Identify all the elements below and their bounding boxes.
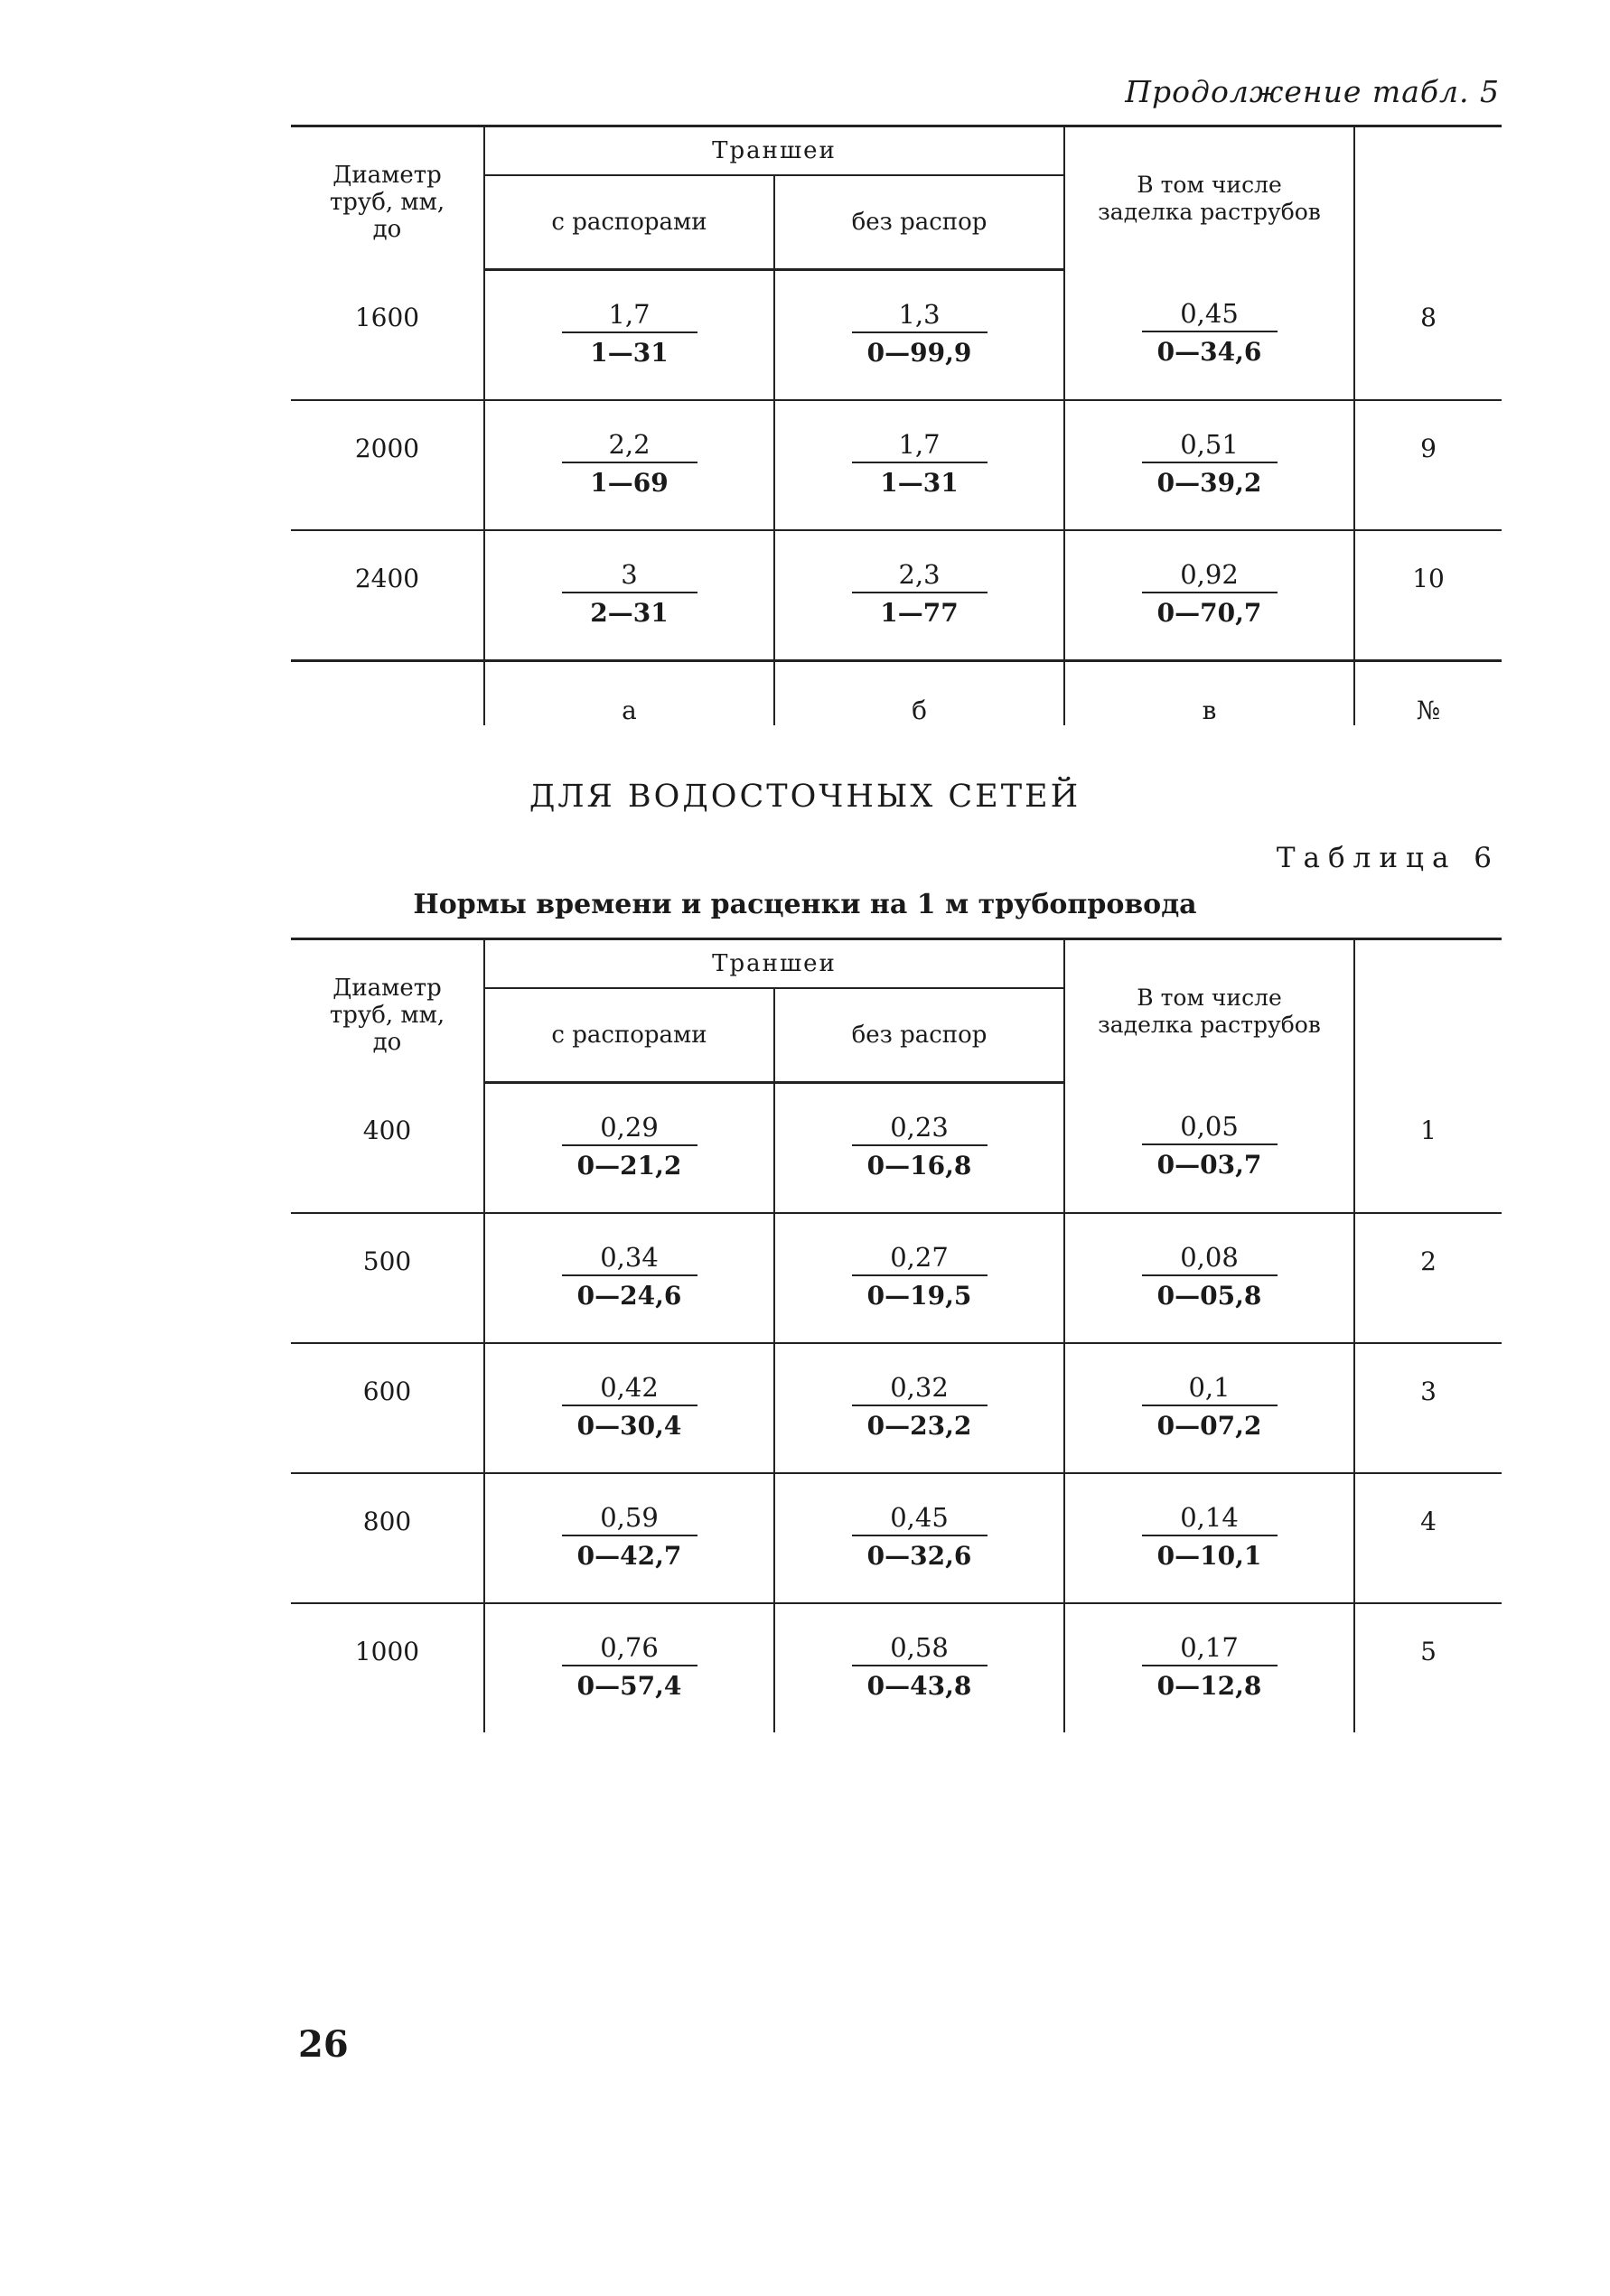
fraction — [1142, 297, 1278, 370]
price-rate: 0—70,7 — [1156, 598, 1262, 628]
price-rate: 0—32,6 — [866, 1541, 972, 1571]
fraction — [852, 1111, 988, 1184]
fraction — [562, 1241, 697, 1314]
table-row — [291, 1343, 1502, 1473]
table-row — [291, 1083, 1502, 1214]
price-rate: 0—42,7 — [576, 1541, 682, 1571]
cell-b — [774, 1343, 1064, 1473]
cell-c — [1064, 1083, 1354, 1214]
price-rate: 0—07,2 — [1156, 1411, 1262, 1441]
cell-number: 9 — [1354, 400, 1502, 530]
table-5-footer — [291, 661, 1502, 726]
price-rate: 1—69 — [590, 468, 669, 498]
price-rate: 0—24,6 — [576, 1281, 682, 1311]
table-row — [291, 400, 1502, 530]
price-rate: 0—34,6 — [1156, 336, 1262, 367]
price-rate: 0—39,2 — [1156, 468, 1262, 498]
time-norm: 0,76 — [562, 1631, 697, 1666]
time-norm: 0,23 — [852, 1111, 988, 1146]
cell-b — [774, 1603, 1064, 1732]
header-diameter-line-2: труб, мм, — [329, 1002, 445, 1029]
time-norm: 0,42 — [562, 1371, 697, 1406]
cell-diameter: 400 — [291, 1083, 484, 1214]
fraction — [1142, 428, 1278, 501]
time-norm: 0,59 — [562, 1501, 697, 1536]
header-diameter-line-2: труб, мм, — [329, 189, 445, 216]
time-norm: 0,32 — [852, 1371, 988, 1406]
section-heading: ДЛЯ ВОДОСТОЧНЫХ СЕТЕЙ — [529, 779, 1081, 815]
table-row — [291, 1603, 1502, 1732]
fraction — [852, 428, 988, 501]
cell-a — [484, 1343, 774, 1473]
header-diameter-line-1: Диаметр — [332, 975, 442, 1002]
cell-b — [774, 400, 1064, 530]
time-norm: 1,3 — [852, 298, 988, 333]
price-rate: 2—31 — [590, 598, 669, 628]
header-with-struts: с распорами — [484, 175, 774, 270]
price-rate: 1—77 — [880, 598, 959, 628]
fraction — [1142, 1241, 1278, 1314]
table-6-title: Нормы времени и расценки на 1 м трубопровода — [413, 889, 1197, 920]
header-including-line-2: заделка раструбов — [1098, 198, 1321, 225]
cell-number: 2 — [1354, 1213, 1502, 1343]
fraction — [562, 428, 697, 501]
price-rate: 0—21,2 — [576, 1151, 682, 1181]
time-norm: 0,45 — [1142, 297, 1278, 332]
header-number — [1354, 126, 1502, 270]
cell-diameter: 500 — [291, 1213, 484, 1343]
fraction — [562, 1111, 697, 1184]
table-6-label: Таблица 6 — [1276, 842, 1500, 874]
cell-b — [774, 530, 1064, 661]
header-trenches: Траншеи — [484, 126, 1064, 176]
footer-col-number: № — [1354, 661, 1502, 726]
table-6-body — [291, 1083, 1502, 1733]
fraction — [1142, 1110, 1278, 1183]
table-6 — [291, 938, 1502, 1732]
price-rate: 0—19,5 — [866, 1281, 972, 1311]
header-including-line-2: заделка раструбов — [1098, 1011, 1321, 1038]
fraction — [562, 298, 697, 371]
fraction — [1142, 1371, 1278, 1444]
continuation-caption: Продолжение табл. 5 — [1125, 74, 1500, 109]
price-rate: 0—03,7 — [1156, 1149, 1262, 1180]
cell-a — [484, 530, 774, 661]
time-norm: 0,45 — [852, 1501, 988, 1536]
header-including — [1064, 126, 1354, 270]
table-5-continuation — [291, 125, 1502, 725]
time-norm: 0,34 — [562, 1241, 697, 1276]
table-row — [291, 1473, 1502, 1603]
price-rate: 0—23,2 — [866, 1411, 972, 1441]
time-norm: 1,7 — [852, 428, 988, 463]
cell-a — [484, 1213, 774, 1343]
cell-diameter: 800 — [291, 1473, 484, 1603]
price-rate: 0—57,4 — [576, 1671, 682, 1701]
cell-b — [774, 1473, 1064, 1603]
time-norm: 0,08 — [1142, 1241, 1278, 1276]
cell-b — [774, 1213, 1064, 1343]
header-diameter-line-3: до — [372, 1029, 402, 1056]
footer-col-a: а — [484, 661, 774, 726]
fraction — [852, 558, 988, 631]
time-norm: 0,1 — [1142, 1371, 1278, 1406]
footer-col-c: в — [1064, 661, 1354, 726]
cell-b — [774, 1083, 1064, 1214]
fraction — [852, 1371, 988, 1444]
fraction — [852, 1501, 988, 1574]
cell-b — [774, 270, 1064, 401]
cell-c — [1064, 1343, 1354, 1473]
cell-c — [1064, 530, 1354, 661]
cell-a — [484, 1473, 774, 1603]
time-norm: 0,51 — [1142, 428, 1278, 463]
cell-a — [484, 400, 774, 530]
cell-diameter: 2000 — [291, 400, 484, 530]
header-without-struts: без распор — [774, 988, 1064, 1083]
table-row — [291, 270, 1502, 401]
price-rate: 0—30,4 — [576, 1411, 682, 1441]
header-number — [1354, 939, 1502, 1083]
fraction — [562, 1631, 697, 1704]
time-norm: 0,58 — [852, 1631, 988, 1666]
cell-diameter: 600 — [291, 1343, 484, 1473]
table-row — [291, 530, 1502, 661]
time-norm: 0,27 — [852, 1241, 988, 1276]
cell-diameter: 2400 — [291, 530, 484, 661]
header-including — [1064, 939, 1354, 1083]
time-norm: 2,2 — [562, 428, 697, 463]
table-row — [291, 1213, 1502, 1343]
header-including-line-1: В том числе — [1137, 984, 1282, 1011]
cell-a — [484, 270, 774, 401]
time-norm: 1,7 — [562, 298, 697, 333]
price-rate: 0—05,8 — [1156, 1281, 1262, 1311]
time-norm: 0,29 — [562, 1111, 697, 1146]
table-5-body — [291, 270, 1502, 661]
cell-c — [1064, 400, 1354, 530]
price-rate: 0—43,8 — [866, 1671, 972, 1701]
cell-c — [1064, 1213, 1354, 1343]
fraction — [852, 1241, 988, 1314]
fraction — [562, 1501, 697, 1574]
cell-number: 4 — [1354, 1473, 1502, 1603]
footer-blank — [291, 661, 484, 726]
price-rate: 0—16,8 — [866, 1151, 972, 1181]
header-trenches: Траншеи — [484, 939, 1064, 989]
fraction — [562, 558, 697, 631]
time-norm: 3 — [562, 558, 697, 593]
price-rate: 0—12,8 — [1156, 1671, 1262, 1701]
price-rate: 1—31 — [590, 338, 669, 368]
header-diameter-line-1: Диаметр — [332, 162, 442, 189]
cell-a — [484, 1603, 774, 1732]
cell-number: 1 — [1354, 1083, 1502, 1214]
cell-c — [1064, 270, 1354, 401]
header-diameter — [291, 126, 484, 270]
fraction — [1142, 558, 1278, 631]
price-rate: 1—31 — [880, 468, 959, 498]
cell-number: 8 — [1354, 270, 1502, 401]
time-norm: 0,14 — [1142, 1501, 1278, 1536]
cell-number: 3 — [1354, 1343, 1502, 1473]
cell-c — [1064, 1473, 1354, 1603]
cell-c — [1064, 1603, 1354, 1732]
footer-col-b: б — [774, 661, 1064, 726]
cell-a — [484, 1083, 774, 1214]
fraction — [562, 1371, 697, 1444]
fraction — [852, 1631, 988, 1704]
header-including-line-1: В том числе — [1137, 171, 1282, 198]
fraction — [1142, 1631, 1278, 1704]
header-diameter — [291, 939, 484, 1083]
header-diameter-line-3: до — [372, 216, 402, 243]
header-without-struts: без распор — [774, 175, 1064, 270]
time-norm: 0,05 — [1142, 1110, 1278, 1145]
time-norm: 0,92 — [1142, 558, 1278, 593]
price-rate: 0—10,1 — [1156, 1541, 1262, 1571]
cell-diameter: 1600 — [291, 270, 484, 401]
fraction — [852, 298, 988, 371]
cell-diameter: 1000 — [291, 1603, 484, 1732]
time-norm: 0,17 — [1142, 1631, 1278, 1666]
page-number: 26 — [298, 2023, 349, 2066]
price-rate: 0—99,9 — [866, 338, 972, 368]
time-norm: 2,3 — [852, 558, 988, 593]
cell-number: 5 — [1420, 1637, 1437, 1666]
fraction — [1142, 1501, 1278, 1574]
header-with-struts: с распорами — [484, 988, 774, 1083]
cell-number: 10 — [1354, 530, 1502, 661]
